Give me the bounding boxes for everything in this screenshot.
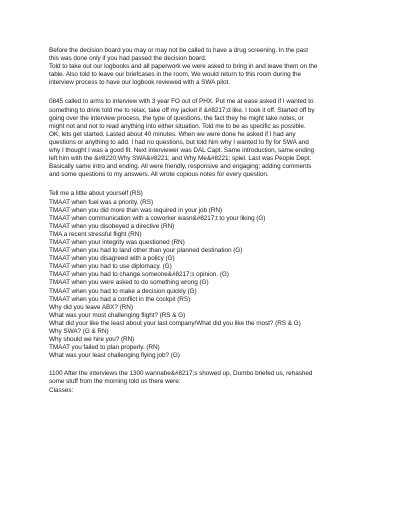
question-line: What was your least challenging flying job? (G) xyxy=(49,352,180,360)
closing-paragraph: 1100 After the interviews the 1300 wannabe&#8217;s showed up, Dumbo briefed us, rehashed some stuff from the morning told us there were: Classes: xyxy=(49,370,313,394)
intro-paragraph: Before the decision board you may or may not be called to have a drug screening. In the past this was done only if you had passed the decision board. Told to take out our logbooks and all paperwork we were asked to bring in and leave them on the table. Also told to leave our briefcases in the room. We would return to this room during the interview process to have our logbook reviewed with a SWA pilot. xyxy=(49,47,318,87)
question-line: TMAAT when communication with a coworker wasn&#8217;t to your liking (G) xyxy=(49,214,266,222)
question-line: What was your most challenging flight? (RS & G) xyxy=(49,311,186,319)
document-page xyxy=(49,47,374,395)
paragraph-spacer xyxy=(49,179,374,190)
question-line: Why did you leave ABX? (RN) xyxy=(49,303,133,311)
question-line: What did your like the least about your last company/What did you like the most? (RS & G) xyxy=(49,319,301,327)
question-line: TMAAT when your integrity was questioned (RN) xyxy=(49,238,185,246)
question-line: TMA a recent stressful flight (RN) xyxy=(49,230,142,238)
question-line: TMAAT when fuel was a priority. (RS) xyxy=(49,198,154,206)
question-line: TMAAT when you disobeyed a directive (RN) xyxy=(49,222,175,230)
paragraph-spacer xyxy=(49,87,374,98)
question-line: TMAAT when you had a conflict in the cockpit (RS) xyxy=(49,295,191,303)
question-line: TMAAT when you were asked to do something wrong (G) xyxy=(49,279,209,287)
question-line: Why SWA? (G & RN) xyxy=(49,328,109,335)
interview-paragraph: 0845 called to arms to interview with 3 year FO out of PHX. Put me at ease asked if I wanted to something to drink told me to relax, take off my jacket if &#8217;d like. I took it off. Started off by going over the interview process, the type of questions, the fact they he might take notes, or might not and not to read anything into either situation. Told me to be as specific as possible. OK, lets get started. Lasted about 40 minutes. When we were done he asked if I had any questions or anything to add. I had no questions, but told him why I wanted to fly for SWA and why I thought I was a good fit. Next interviewer was DAL Capt. Same introduction, same ending left him with the &#8220;Why SWA&#8221; and Why Me&#8221; spiel. Last was People Dept. Basically same intro and ending. All were friendly, responsive and engaging; adding comments and some questions to my answers. All wrote copious notes for every question. xyxy=(49,98,315,179)
question-line: TMAAT when you had to use diplomacy. (G) xyxy=(49,263,172,271)
question-list xyxy=(49,190,374,360)
question-line: Why should we hire you? (RN) xyxy=(49,336,135,344)
question-line: TMAAT when you had to land other than your planned destination (G) xyxy=(49,247,243,255)
question-line: TMAAT when you disagreed with a policy (G) xyxy=(49,255,175,263)
question-line: TMAAT you failed to plan properly. (RN) xyxy=(49,344,160,352)
paragraph-spacer xyxy=(49,360,374,370)
question-line: TMAAT when you did more than was required in your job (RN) xyxy=(49,206,223,214)
question-line: Tell me a little about yourself (RS) xyxy=(49,190,143,198)
question-line: TMAAT when you had to make a decision quickly (G) xyxy=(49,287,197,295)
question-line: TMAAT when you had to change someone&#8217;s opinion. (G) xyxy=(49,271,229,279)
